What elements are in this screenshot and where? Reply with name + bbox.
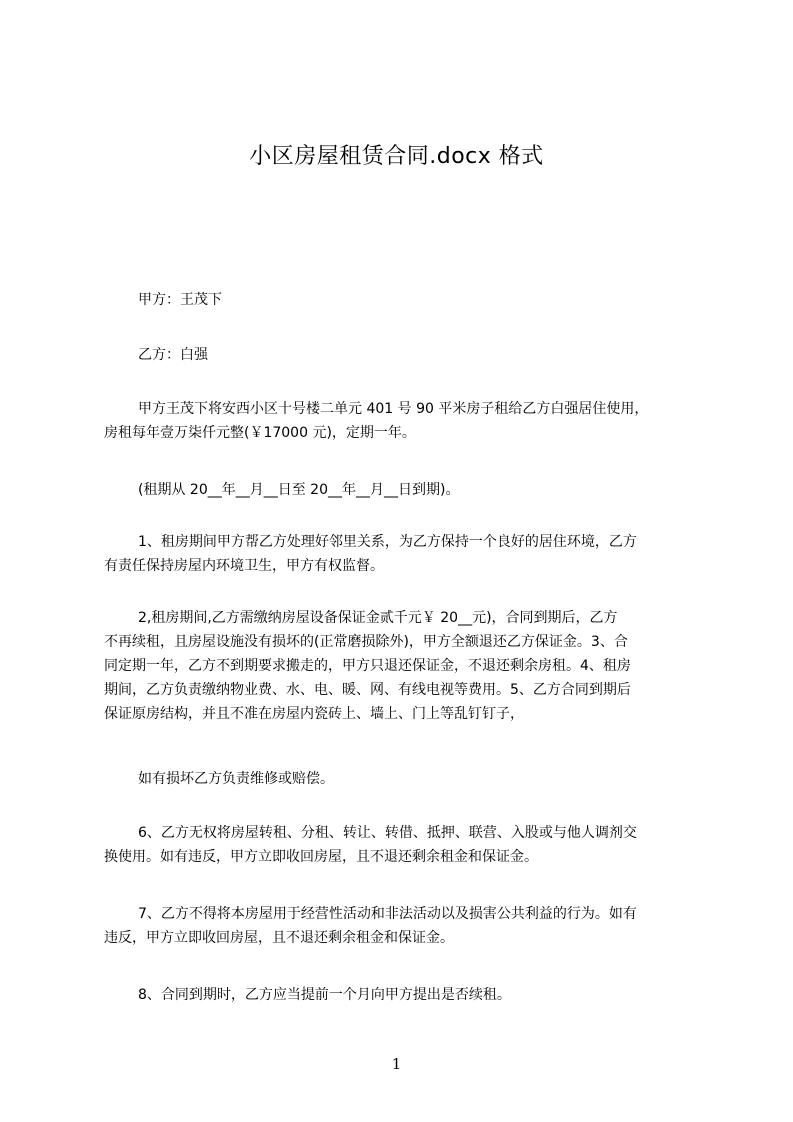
clause-7-paragraph: 7、乙方不得将本房屋用于经营性活动和非法活动以及损害公共利益的行为。如有 违反，甲方立即收回房屋，且不退还剩余租金和保证金。 — [104, 906, 637, 946]
document-title: 小区房屋租赁合同.docx 格式 — [249, 144, 544, 169]
clause-1-paragraph: 1、租房期间甲方帮乙方处理好邻里关系，为乙方保持一个良好的居住环境，乙方 有责任保持房屋内环境卫生，甲方有权监督。 — [104, 534, 637, 574]
clause-8-paragraph: 8、合同到期时，乙方应当提前一个月向甲方提出是否续租。 — [138, 987, 511, 1003]
clause-6-paragraph: 6、乙方无权将房屋转租、分租、转让、转借、抵押、联营、入股或与他人调剂交 换使用。如有违反，甲方立即收回房屋，且不退还剩余租金和保证金。 — [104, 825, 637, 865]
clause-2-paragraph: 2,租房期间,乙方需缴纳房屋设备保证金贰千元￥ 20__元)，合同到期后，乙方 不再续租，且房屋设施没有损坏的(正常磨损除外)，甲方全额退还乙方保证金。3、合 同定期一年，乙方不到期要求搬走的，甲方只退还保证金，不退还剩余房租。4、租房 期间，乙方负责缴纳物业费、水、电、暖、网、有线电视等费用。5、乙方合同到期后 保证原房结构，并且不准在房屋内瓷砖上、墙上、门上等乱钉钉子， — [104, 610, 631, 722]
party-b-line: 乙方：白强 — [138, 347, 208, 363]
damage-note-paragraph: 如有损坏乙方负责维修或赔偿。 — [138, 771, 334, 787]
page-number: 1 — [391, 1055, 402, 1073]
party-a-line: 甲方：王茂下 — [138, 292, 222, 308]
intro-paragraph: 甲方王茂下将安西小区十号楼二单元 401 号 90 平米房子租给乙方白强居住使用， 房租每年壹万柒仟元整(￥17000 元)，定期一年。 — [104, 401, 649, 441]
lease-period-paragraph: (租期从 20__年__月__日至 20__年__月__日到期)。 — [138, 482, 460, 498]
